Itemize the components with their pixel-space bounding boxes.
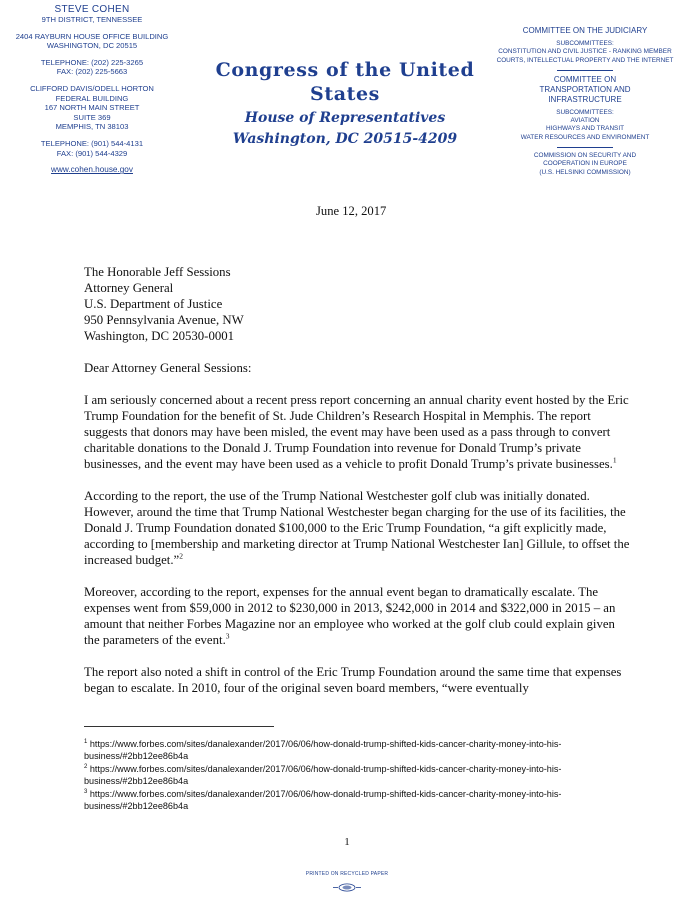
congress-title: Congress of the United States xyxy=(215,59,475,105)
paragraph-text: I am seriously concerned about a recent press report concerning an annual charity event hosted by the Eric Trump Foundation for the benefit of St. Jude Children’s Research Hospital in Memphis. The report suggests that donors may have been misled, the event may have been used as a pass through to convert charitable donations to the Donald J. Trump Foundation into revenue for Donald Trump’s private businesses, and the event may have been used as a vehicle to profit Donald Trump’s private businesses. xyxy=(84,393,629,471)
committee-transportation: TRANSPORTATION AND xyxy=(539,84,631,94)
member-name: STEVE COHEN xyxy=(54,4,130,15)
paragraph-text: Moreover, according to the report, expenses for the annual event began to dramatically escalate. The expenses went from $59,000 in 2012 to $230,000 in 2013, $242,000 in 2014 and $322,000 in 2015 – an amount that neither Forbes Magazine nor an employee who worked at the golf club could explain given the parameters of the event. xyxy=(84,585,616,647)
letter-date: June 12, 2017 xyxy=(316,204,387,218)
committee-judiciary: COMMITTEE ON THE JUDICIARY xyxy=(522,26,648,35)
letter-body xyxy=(84,248,632,712)
member-district: 9TH DISTRICT, TENNESSEE xyxy=(41,15,143,24)
local-phone: TELEPHONE: (901) 544-4131 xyxy=(40,138,144,148)
letterhead-left xyxy=(0,4,184,175)
union-bug-icon xyxy=(332,879,362,897)
commission-line: (U.S. HELSINKI COMMISSION) xyxy=(539,168,631,176)
paragraph-text: According to the report, the use of the Trump National Westchester golf club was initially donated. However, around the time that Trump National Westchester began charging for the use of its facilities, the Donald J. Trump Foundation donated $100,000 to the Eric Trump Foundation, “a gift explicitly made, according to [membership and marketing director at Trump National Westchester Ian] Gillule, to offset the increased budget.” xyxy=(84,489,630,567)
dc-phone: TELEPHONE: (202) 225-3265 xyxy=(40,57,144,67)
divider xyxy=(557,70,613,71)
footnote xyxy=(84,788,644,813)
footnote-ref: 3 xyxy=(225,631,230,641)
footnote xyxy=(84,738,644,763)
recipient-line: U.S. Department of Justice xyxy=(84,297,223,311)
commission-line: COMMISSION ON SECURITY AND xyxy=(533,152,637,160)
footnote-number: 3 xyxy=(84,788,88,795)
subcommittees-label: SUBCOMMITTEES: xyxy=(556,40,614,47)
footnote-url[interactable]: https://www.forbes.com/sites/danalexander/2017/06/06/how-donald-trump-shifted-kids-cancer-charity-money-into-his-business/#2bb12ee86b4a xyxy=(84,763,562,787)
footnote-divider xyxy=(84,726,274,727)
committee-transportation: INFRASTRUCTURE xyxy=(548,94,622,104)
footnote-number: 1 xyxy=(84,738,88,745)
local-office-line: FEDERAL BUILDING xyxy=(55,93,129,103)
local-office-line: MEMPHIS, TN 38103 xyxy=(55,122,129,132)
footnote-url[interactable]: https://www.forbes.com/sites/danalexander/2017/06/06/how-donald-trump-shifted-kids-cancer-charity-money-into-his-business/#2bb12ee86b4a xyxy=(84,739,562,762)
local-office-line: CLIFFORD DAVIS/ODELL HORTON xyxy=(30,83,154,93)
footnote xyxy=(84,763,644,788)
letterhead-right xyxy=(488,26,682,177)
recipient-line: Attorney General xyxy=(84,281,174,295)
footnotes xyxy=(84,738,644,812)
website-link[interactable]: www.cohen.house.gov xyxy=(51,165,133,175)
house-title: House of Representatives xyxy=(244,110,446,126)
salutation: Dear Attorney General Sessions: xyxy=(84,361,252,375)
subcommittee: HIGHWAYS AND TRANSIT xyxy=(546,125,624,133)
subcommittee: CONSTITUTION AND CIVIL JUSTICE - RANKING MEMBER xyxy=(498,48,672,56)
subcommittees-label: SUBCOMMITTEES: xyxy=(556,108,614,116)
divider xyxy=(557,147,613,148)
local-office-line: 167 NORTH MAIN STREET xyxy=(44,103,140,113)
local-fax: FAX: (901) 544-4329 xyxy=(56,148,128,158)
local-office-line: SUITE 369 xyxy=(73,112,111,122)
paragraph xyxy=(84,488,632,568)
paragraph xyxy=(84,392,632,472)
letterhead-center xyxy=(190,58,500,148)
paragraph xyxy=(84,664,632,696)
subcommittee: AVIATION xyxy=(570,117,600,125)
recipient-line: The Honorable Jeff Sessions xyxy=(84,265,231,279)
subcommittee: COURTS, INTELLECTUAL PROPERTY AND THE INTERNET xyxy=(496,56,674,64)
recycled-paper-notice: PRINTED ON RECYCLED PAPER xyxy=(305,871,389,877)
commission-line: COOPERATION IN EUROPE xyxy=(543,160,627,168)
paragraph xyxy=(84,584,632,648)
dc-office-line: WASHINGTON, DC 20515 xyxy=(46,41,138,51)
recipient-line: Washington, DC 20530-0001 xyxy=(84,329,235,343)
washington-address: Washington, DC 20515-4209 xyxy=(232,131,458,147)
committee-transportation: COMMITTEE ON xyxy=(553,74,617,84)
subcommittee: WATER RESOURCES AND ENVIRONMENT xyxy=(520,133,650,141)
footnote-ref: 1 xyxy=(612,455,617,465)
footnote-url[interactable]: https://www.forbes.com/sites/danalexander/2017/06/06/how-donald-trump-shifted-kids-cancer-charity-money-into-his-business/#2bb12ee86b4a xyxy=(84,788,562,812)
dc-office-line: 2404 RAYBURN HOUSE OFFICE BUILDING xyxy=(15,31,169,41)
paragraph-text: The report also noted a shift in control of the Eric Trump Foundation around the same time that expenses began to escalate. In 2010, four of the original seven board members, “were eventually xyxy=(84,665,622,695)
footnote-number: 2 xyxy=(84,763,88,770)
footnote-ref: 2 xyxy=(179,551,183,561)
page-number: 1 xyxy=(344,836,350,848)
dc-fax: FAX: (202) 225-5663 xyxy=(56,67,128,77)
recipient-line: 950 Pennsylvania Avenue, NW xyxy=(84,313,244,327)
